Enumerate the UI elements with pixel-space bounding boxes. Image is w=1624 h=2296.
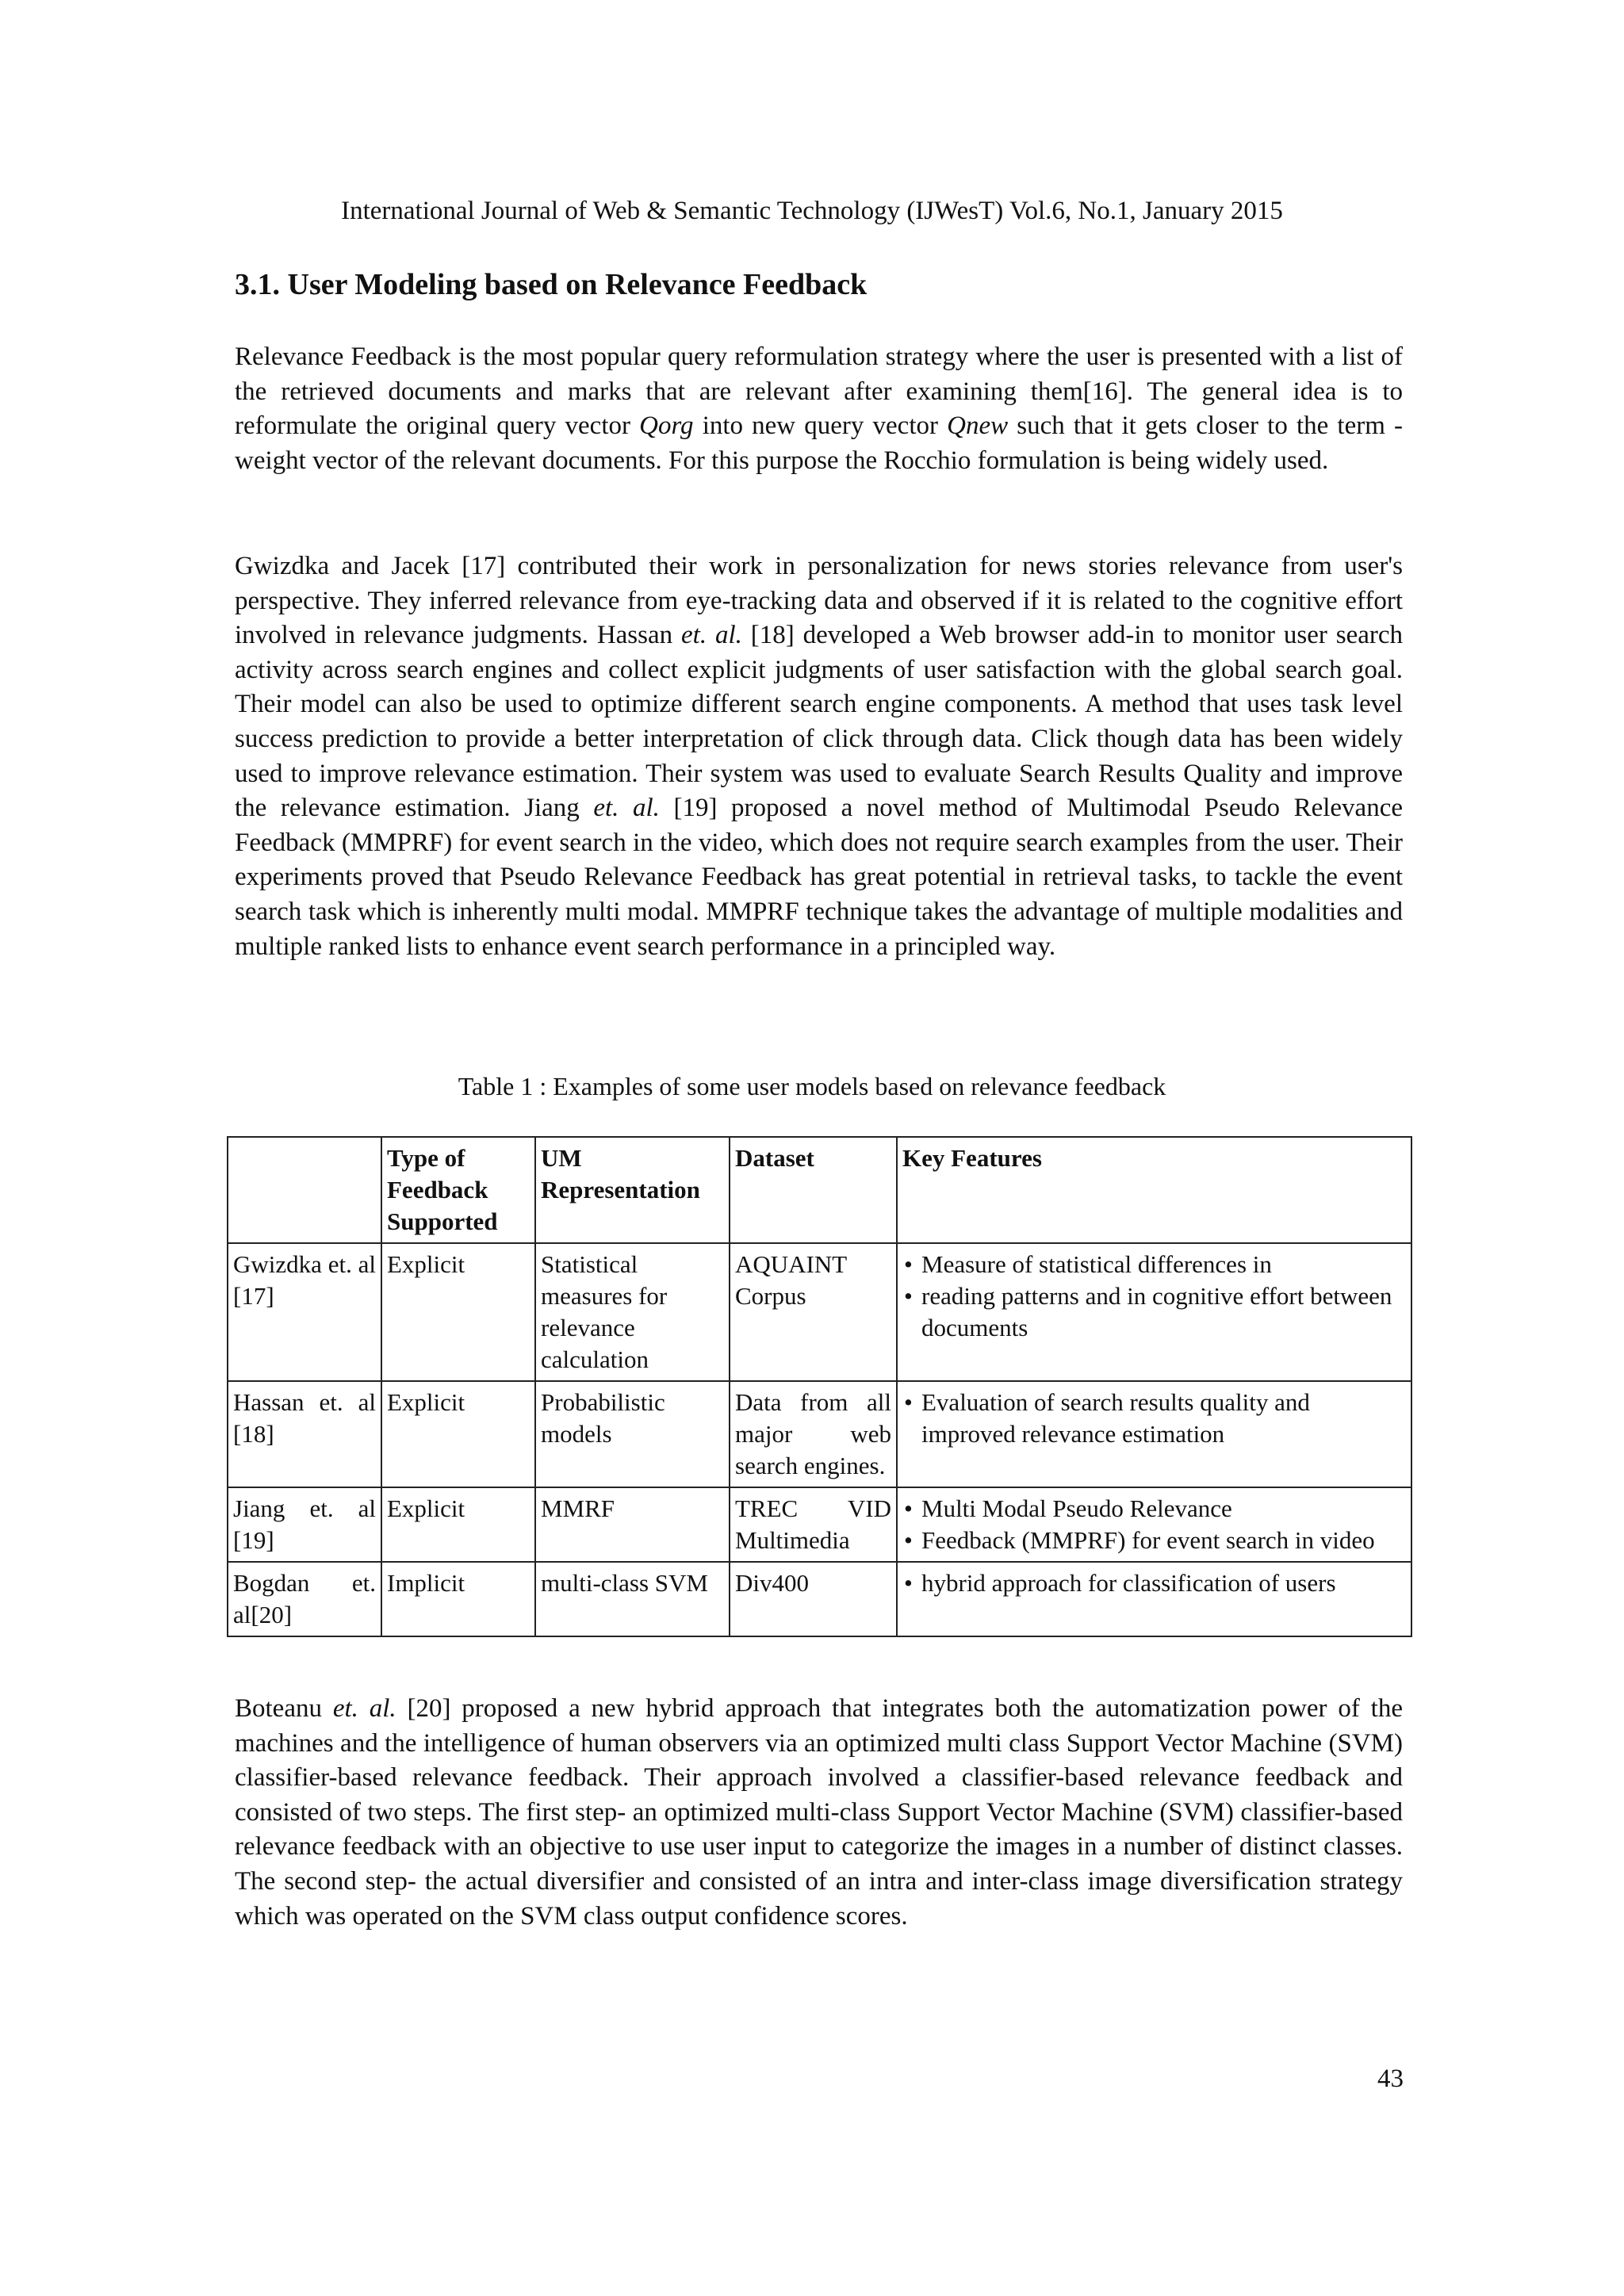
cell-key-features [897, 1562, 1411, 1636]
paragraph-relevance-feedback [235, 340, 1403, 478]
et-al-italic: et. al. [681, 621, 742, 650]
para-3-text-a: Boteanu [235, 1694, 333, 1723]
table-header-row [228, 1137, 1411, 1243]
cell-um-representation: MMRF [535, 1487, 730, 1562]
cell-dataset: TREC VID Multimedia [730, 1487, 897, 1562]
cell-author: Jiang et. al [19] [228, 1487, 381, 1562]
cell-dataset: AQUAINT Corpus [730, 1243, 897, 1381]
table-caption: Table 1 : Examples of some user models based on relevance feedback [458, 1072, 1166, 1100]
cell-dataset: Div400 [730, 1562, 897, 1636]
cell-author: Gwizdka et. al [17] [228, 1243, 381, 1381]
cell-dataset: Data from all major web search engines. [730, 1381, 897, 1487]
feature-bullet: • Multi Modal Pseudo Relevance [902, 1493, 1406, 1525]
para-2-text-b: [18] developed a Web browser add-in to monitor user search activity across search engines and collect explicit judgments of user satisfaction with the global search goal. Their model can also be used to optimize different search engine components. A method that uses task level success prediction to provide a better interpretation of click through data. Click though data has been widely used to improve relevance estimation. Their system was used to evaluate Search Results Quality and improve the relevance estimation. Jiang [235, 621, 1404, 823]
feature-bullet: • Measure of statistical differences in [902, 1249, 1406, 1280]
para-1-text-b: into new query vector [693, 411, 948, 441]
cell-um-representation: multi-class SVM [535, 1562, 730, 1636]
header-um-representation: UM Representation [535, 1137, 730, 1243]
feature-bullet: • Feedback (MMPRF) for event search in video [902, 1525, 1406, 1556]
cell-feedback-type: Explicit [381, 1243, 535, 1381]
qnew-term: Qnew [947, 411, 1009, 441]
para-1-text-c: such that it gets closer to the term - weight vector of the relevant documents. For this purpose the Rocchio formulation is being widely used. [235, 411, 1403, 475]
running-header: International Journal of Web & Semantic Technology (IJWesT) Vol.6, No.1, January 2015 [341, 197, 1283, 225]
table-row [228, 1487, 1411, 1562]
table-row [228, 1562, 1411, 1636]
page-number: 43 [1377, 2064, 1404, 2093]
cell-key-features [897, 1243, 1411, 1381]
user-models-table [227, 1136, 1412, 1637]
para-1-text-a: Relevance Feedback is the most popular query reformulation strategy where the user is presented with a list of the retrieved documents and marks that are relevant after examining them[16]. The general idea is to reformulate the original query vector [235, 342, 1403, 441]
header-dataset: Dataset [730, 1137, 897, 1243]
para-2-text-c: [19] proposed a novel method of Multimodal Pseudo Relevance Feedback (MMPRF) for event search in the video, which does not require search examples from the user. Their experiments proved that Pseudo Relevance Feedback has great potential in retrieval tasks, to tackle the event search task which is inherently multi modal. MMPRF technique takes the advantage of multiple modalities and multiple ranked lists to enhance event search performance in a principled way. [235, 794, 1403, 961]
para-2-text-a: Gwizdka and Jacek [17] contributed their work in personalization for news stories relevance from user's perspective. They inferred relevance from eye-tracking data and observed if it is related to the cognitive effort involved in relevance judgments. Hassan [235, 552, 1403, 650]
table-row [228, 1381, 1411, 1487]
cell-author: Bogdan et. al[20] [228, 1562, 381, 1636]
paragraph-related-work [235, 549, 1403, 964]
table-row [228, 1243, 1411, 1381]
cell-author: Hassan et. al [18] [228, 1381, 381, 1487]
header-author [228, 1137, 381, 1243]
section-heading: 3.1. User Modeling based on Relevance Feedback [235, 268, 868, 301]
feature-bullet: • Evaluation of search results quality and improved relevance estimation [902, 1387, 1406, 1450]
header-feedback-type: Type of Feedback Supported [381, 1137, 535, 1243]
et-al-italic: et. al. [332, 1694, 396, 1723]
feature-bullet: • reading patterns and in cognitive effort between documents [902, 1280, 1406, 1344]
cell-key-features [897, 1381, 1411, 1487]
cell-um-representation: Statistical measures for relevance calculation [535, 1243, 730, 1381]
cell-key-features [897, 1487, 1411, 1562]
cell-feedback-type: Explicit [381, 1487, 535, 1562]
et-al-italic: et. al. [593, 794, 660, 823]
cell-feedback-type: Explicit [381, 1381, 535, 1487]
paragraph-boteanu [235, 1692, 1403, 1934]
qorg-term: Qorg [639, 411, 694, 441]
header-key-features: Key Features [897, 1137, 1411, 1243]
cell-feedback-type: Implicit [381, 1562, 535, 1636]
feature-bullet: • hybrid approach for classification of users [902, 1567, 1406, 1599]
cell-um-representation: Probabilistic models [535, 1381, 730, 1487]
para-3-text-b: [20] proposed a new hybrid approach that integrates both the automatization power of the machines and the intelligence of human observers via an optimized multi class Support Vector Machine (SVM) classifier-based relevance feedback. Their approach involved a classifier-based relevance feedback and consisted of two steps. The first step- an optimized multi-class Support Vector Machine (SVM) classifier-based relevance feedback with an objective to use user input to categorize the images in a number of distinct classes. The second step- the actual diversifier and consisted of an intra and inter-class image diversification strategy which was operated on the SVM class output confidence scores. [235, 1694, 1403, 1931]
